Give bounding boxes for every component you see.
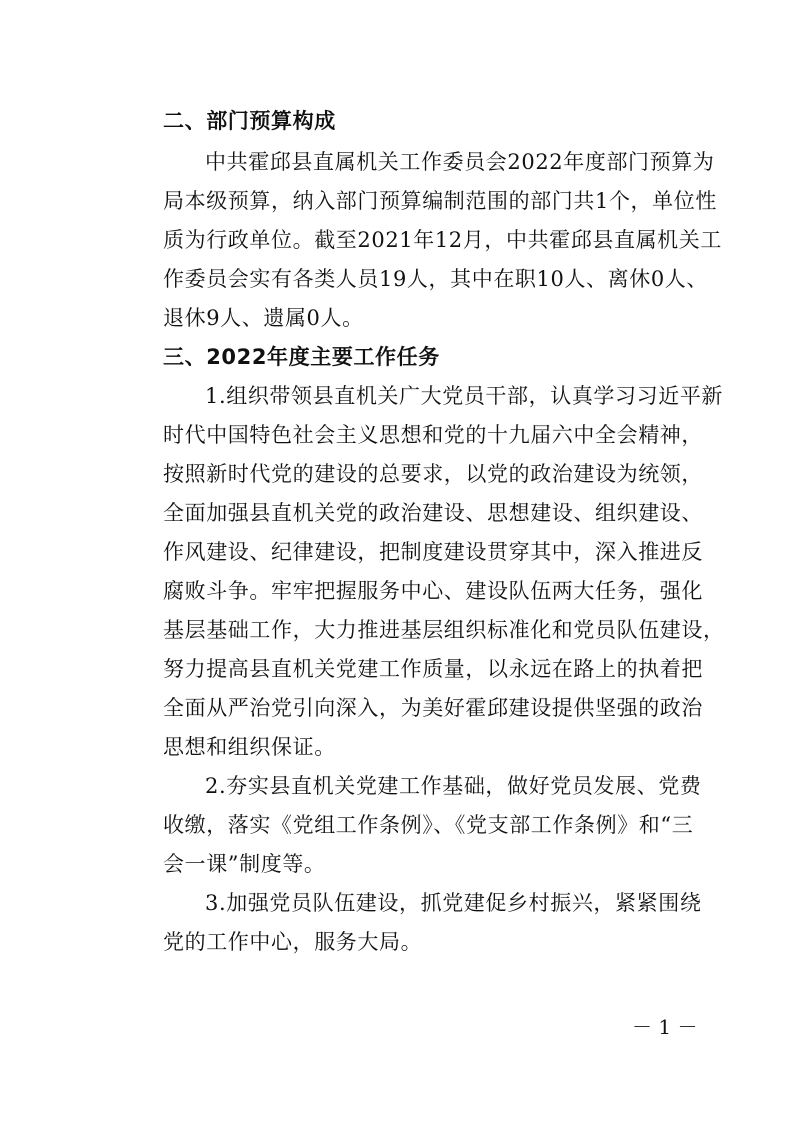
item-2-line-2: 收缴，落实《党组工作条例》、《党支部工作条例》和“三 [163,813,694,837]
item-1-line-2: 时代中国特色社会主义思想和党的十九届六中全会精神， [163,423,703,447]
item-1-line-7: 基层基础工作，大力推进基层组织标准化和党员队伍建设， [163,618,725,642]
item-1-line-4: 全面加强县直机关党的政治建设、思想建设、组织建设、 [163,501,703,525]
item-2-line-3: 会一课”制度等。 [163,852,326,876]
section-2-heading: 二、部门预算构成 [163,109,336,133]
section-3-heading: 三、2022年度主要工作任务 [163,345,440,369]
item-1-line-10: 思想和组织保证。 [163,735,336,759]
section-2-line-1: 中共霍邱县直属机关工作委员会2022年度部门预算为 [205,150,715,174]
item-1-line-9: 全面从严治党引向深入，为美好霍邱建设提供坚强的政治 [163,696,703,720]
section-2-line-5: 退休9人、遗属0人。 [163,306,364,330]
page-number: － 1 － [632,1015,698,1039]
section-2-line-2: 局本级预算，纳入部门预算编制范围的部门共1个，单位性 [163,189,717,213]
item-3-line-1: 3.加强党员队伍建设，抓党建促乡村振兴，紧紧围绕 [205,891,702,915]
item-1-line-3: 按照新时代党的建设的总要求，以党的政治建设为统领， [163,462,703,486]
item-1-line-5: 作风建设、纪律建设，把制度建设贯穿其中，深入推进反 [163,540,703,564]
item-3-line-2: 党的工作中心，服务大局。 [163,930,423,954]
item-2-line-1: 2.夯实县直机关党建工作基础，做好党员发展、党费 [205,774,702,798]
section-2-line-4: 作委员会实有各类人员19人，其中在职10人、离休0人、 [163,267,709,291]
item-1-line-6: 腐败斗争。牢牢把握服务中心、建设队伍两大任务，强化 [163,579,703,603]
item-1-line-8: 努力提高县直机关党建工作质量，以永远在路上的执着把 [163,657,703,681]
section-2-line-3: 质为行政单位。截至2021年12月，中共霍邱县直属机关工 [163,228,722,252]
item-1-line-1: 1.组织带领县直机关广大党员干部，认真学习习近平新 [205,384,724,408]
